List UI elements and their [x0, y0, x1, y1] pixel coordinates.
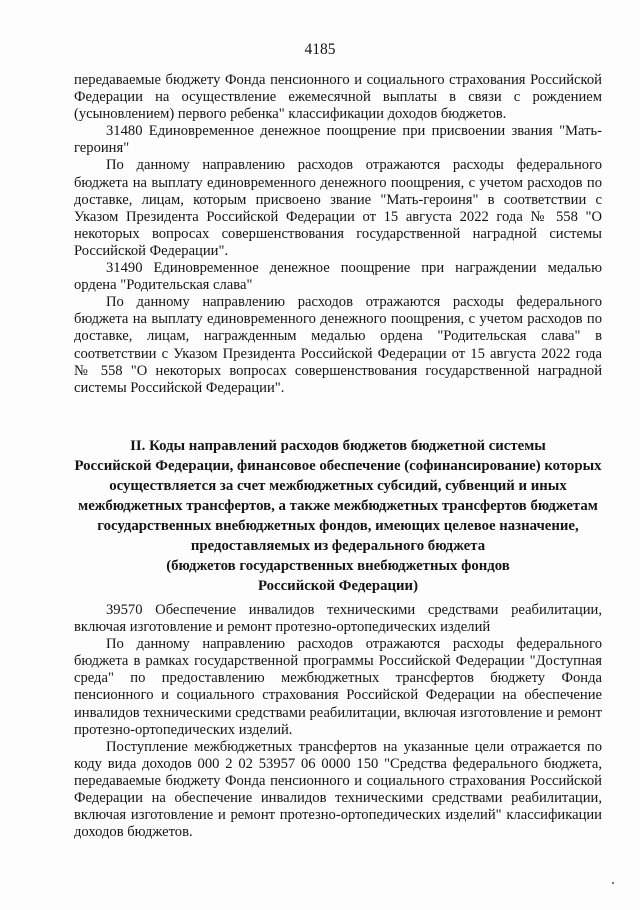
scan-speck — [612, 882, 614, 884]
section-heading — [60, 436, 616, 596]
heading-line: Российской Федерации, финансовое обеспечение (софинансирование) которых — [74, 458, 602, 474]
heading-line: II. Коды направлений расходов бюджетов бюджетной системы — [130, 438, 546, 454]
heading-line: предоставляемых из федерального бюджета — [190, 538, 486, 554]
heading-line: осуществляется за счет межбюджетных субсидий, субвенций и иных — [109, 478, 567, 494]
paragraph-31480-description: По данному направлению расходов отражаются расходы федерального бюджета на выплату единовременного денежного поощрения, с учетом расходов по доставке, лицам, которым присвоено звание "Мать-героиня" в соответствии с Указом Президента Российской Федерации от 15 августа 2022 года № 558 "О некоторых вопросах совершенствования государственной наградной системы Российской Федерации". — [74, 157, 602, 259]
paragraph-code-39570: 39570 Обеспечение инвалидов техническими средствами реабилитации, включая изготовление и ремонт протезно-ортопедических изделий — [74, 602, 602, 636]
heading-line: (бюджетов государственных внебюджетных фондов — [166, 558, 510, 574]
paragraph-39570-description: По данному направлению расходов отражаются расходы федерального бюджета в рамках государственной программы Российской Федерации "Доступная среда" по предоставлению межбюджетных трансфертов бюджету Фонда пенсионного и социального страхования Российской Федерации на обеспечение инвалидов техническими средствами реабилитации, включая изготовление и ремонт протезно-ортопедических изделий. — [74, 636, 602, 738]
paragraph-39570-revenue: Поступление межбюджетных трансфертов на указанные цели отражается по коду вида доходов 000 2 02 53957 06 0000 150 "Средства федерального бюджета, передаваемые бюджету Фонда пенсионного и социального страхования Российской Федерации на обеспечение инвалидов техническими средствами реабилитации, включая изготовление и ремонт протезно-ортопедических изделий" классификации доходов бюджетов. — [74, 738, 602, 841]
top-text-block — [74, 72, 602, 397]
paragraph-31490-description: По данному направлению расходов отражаются расходы федерального бюджета на выплату единовременного денежного поощрения, с учетом расходов по доставке, лицам, награжденным медалью ордена "Родительская слава" в соответствии с Указом Президента Российской Федерации от 15 августа 2022 года № 558 "О некоторых вопросах совершенствования государственной наградной системы Российской Федерации". — [74, 294, 602, 396]
paragraph-code-31490: 31490 Единовременное денежное поощрение при награждении медалью ордена "Родительская слава" — [74, 260, 602, 294]
paragraph-continuation: передаваемые бюджету Фонда пенсионного и социального страхования Российской Федерации на осуществление ежемесячной выплаты в связи с рождением (усыновлением) первого ребенка" классификации доходов бюджетов. — [74, 72, 602, 123]
heading-line: межбюджетных трансфертов, а также межбюджетных трансфертов бюджетам — [78, 498, 598, 514]
heading-line: Российской Федерации) — [257, 578, 419, 594]
paragraph-code-31480: 31480 Единовременное денежное поощрение при присвоении звания "Мать-героиня" — [74, 123, 602, 157]
heading-line: государственных внебюджетных фондов, имеющих целевое назначение, — [97, 518, 579, 534]
bottom-text-block — [74, 602, 602, 841]
page-number: 4185 — [304, 41, 336, 58]
